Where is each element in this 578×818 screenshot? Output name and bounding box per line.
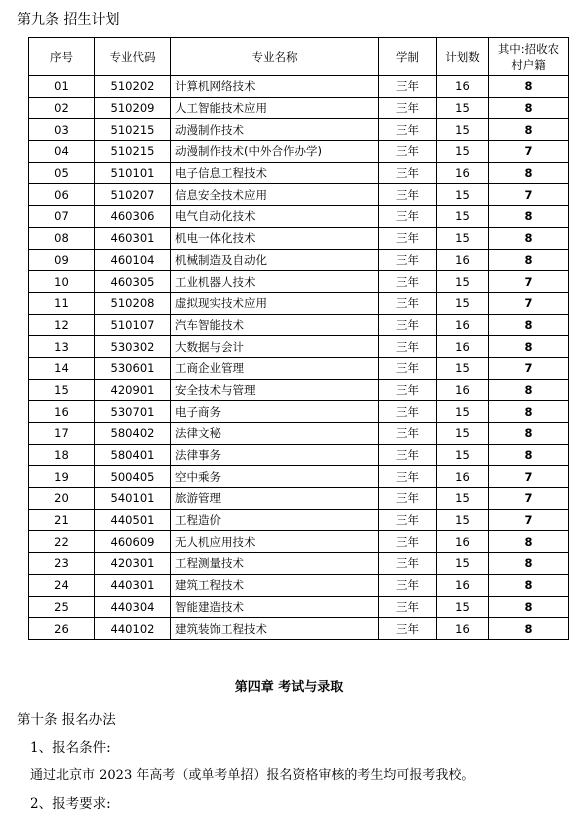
- table-row: [29, 357, 569, 379]
- cell-rural: 8: [489, 401, 569, 423]
- cell-code: 510215: [95, 141, 171, 163]
- cell-years: 三年: [379, 206, 437, 228]
- cell-plan: 16: [437, 314, 489, 336]
- cell-no: 07: [29, 206, 95, 228]
- cell-no: 10: [29, 271, 95, 293]
- cell-name: 法律事务: [171, 444, 379, 466]
- cell-plan: 15: [437, 444, 489, 466]
- table-row: [29, 488, 569, 510]
- table-row: [29, 444, 569, 466]
- cell-no: 06: [29, 184, 95, 206]
- cell-code: 440304: [95, 596, 171, 618]
- cell-years: 三年: [379, 97, 437, 119]
- cell-plan: 15: [437, 227, 489, 249]
- cell-code: 510208: [95, 292, 171, 314]
- cell-plan: 16: [437, 249, 489, 271]
- cell-code: 460305: [95, 271, 171, 293]
- cell-no: 04: [29, 141, 95, 163]
- cell-code: 510215: [95, 119, 171, 141]
- cell-name: 动漫制作技术(中外合作办学): [171, 141, 379, 163]
- table-row: [29, 336, 569, 358]
- cell-plan: 16: [437, 574, 489, 596]
- cell-code: 510202: [95, 76, 171, 98]
- table-row: [29, 509, 569, 531]
- cell-code: 530601: [95, 357, 171, 379]
- requirement-1-text: 通过北京市 2023 年高考（或单考单招）报名资格审核的考生均可报考我校。: [30, 768, 475, 783]
- table-row: [29, 97, 569, 119]
- cell-code: 440501: [95, 509, 171, 531]
- table-row: [29, 249, 569, 271]
- header-no: 序号: [29, 38, 95, 76]
- header-plan: 计划数: [437, 38, 489, 76]
- cell-years: 三年: [379, 336, 437, 358]
- cell-plan: 16: [437, 466, 489, 488]
- cell-no: 09: [29, 249, 95, 271]
- cell-rural: 7: [489, 184, 569, 206]
- cell-no: 05: [29, 162, 95, 184]
- cell-name: 信息安全技术应用: [171, 184, 379, 206]
- header-rural: [489, 38, 569, 76]
- table-row: [29, 206, 569, 228]
- table-row: [29, 162, 569, 184]
- cell-rural: 8: [489, 227, 569, 249]
- cell-code: 510207: [95, 184, 171, 206]
- cell-name: 电子信息工程技术: [171, 162, 379, 184]
- cell-code: 460306: [95, 206, 171, 228]
- cell-name: 工商企业管理: [171, 357, 379, 379]
- cell-plan: 15: [437, 184, 489, 206]
- table-row: [29, 401, 569, 423]
- table-row: [29, 76, 569, 98]
- cell-years: 三年: [379, 401, 437, 423]
- cell-rural: 8: [489, 596, 569, 618]
- cell-plan: 16: [437, 162, 489, 184]
- cell-name: 机电一体化技术: [171, 227, 379, 249]
- cell-rural: 8: [489, 574, 569, 596]
- table-row: [29, 423, 569, 445]
- cell-code: 580401: [95, 444, 171, 466]
- cell-rural: 8: [489, 444, 569, 466]
- cell-no: 16: [29, 401, 95, 423]
- cell-plan: 15: [437, 401, 489, 423]
- cell-rural: 7: [489, 357, 569, 379]
- cell-code: 540101: [95, 488, 171, 510]
- cell-code: 460104: [95, 249, 171, 271]
- cell-plan: 15: [437, 292, 489, 314]
- cell-rural: 8: [489, 119, 569, 141]
- cell-code: 420901: [95, 379, 171, 401]
- cell-code: 580402: [95, 423, 171, 445]
- cell-plan: 15: [437, 596, 489, 618]
- table-row: [29, 466, 569, 488]
- cell-no: 12: [29, 314, 95, 336]
- cell-plan: 15: [437, 509, 489, 531]
- cell-no: 14: [29, 357, 95, 379]
- cell-name: 空中乘务: [171, 466, 379, 488]
- cell-years: 三年: [379, 141, 437, 163]
- article-10-heading: 第十条 报名办法: [17, 712, 116, 728]
- cell-no: 13: [29, 336, 95, 358]
- cell-name: 工业机器人技术: [171, 271, 379, 293]
- cell-no: 18: [29, 444, 95, 466]
- cell-rural: 8: [489, 553, 569, 575]
- cell-rural: 8: [489, 531, 569, 553]
- cell-code: 420301: [95, 553, 171, 575]
- cell-name: 工程造价: [171, 509, 379, 531]
- cell-name: 工程测量技术: [171, 553, 379, 575]
- requirement-1-heading: 1、报名条件:: [30, 740, 111, 756]
- cell-plan: 15: [437, 119, 489, 141]
- table-row: [29, 314, 569, 336]
- header-rural-label: 其中:招收农村户籍: [497, 41, 560, 72]
- cell-name: 机械制造及自动化: [171, 249, 379, 271]
- cell-years: 三年: [379, 76, 437, 98]
- cell-years: 三年: [379, 488, 437, 510]
- enrollment-plan-table: [28, 37, 569, 640]
- cell-name: 计算机网络技术: [171, 76, 379, 98]
- cell-rural: 8: [489, 97, 569, 119]
- cell-name: 虚拟现实技术应用: [171, 292, 379, 314]
- cell-name: 大数据与会计: [171, 336, 379, 358]
- cell-plan: 15: [437, 357, 489, 379]
- cell-no: 17: [29, 423, 95, 445]
- cell-plan: 16: [437, 618, 489, 640]
- cell-rural: 8: [489, 379, 569, 401]
- cell-plan: 15: [437, 141, 489, 163]
- cell-name: 电气自动化技术: [171, 206, 379, 228]
- cell-rural: 7: [489, 466, 569, 488]
- cell-years: 三年: [379, 119, 437, 141]
- table-row: [29, 292, 569, 314]
- cell-plan: 16: [437, 336, 489, 358]
- cell-rural: 8: [489, 206, 569, 228]
- cell-years: 三年: [379, 596, 437, 618]
- cell-name: 建筑工程技术: [171, 574, 379, 596]
- cell-rural: 8: [489, 336, 569, 358]
- cell-rural: 7: [489, 509, 569, 531]
- table-row: [29, 141, 569, 163]
- cell-rural: 7: [489, 488, 569, 510]
- cell-plan: 16: [437, 76, 489, 98]
- cell-code: 440301: [95, 574, 171, 596]
- cell-code: 510101: [95, 162, 171, 184]
- cell-years: 三年: [379, 227, 437, 249]
- cell-years: 三年: [379, 553, 437, 575]
- cell-plan: 15: [437, 271, 489, 293]
- cell-code: 460301: [95, 227, 171, 249]
- cell-name: 旅游管理: [171, 488, 379, 510]
- cell-name: 电子商务: [171, 401, 379, 423]
- cell-plan: 15: [437, 206, 489, 228]
- cell-plan: 15: [437, 423, 489, 445]
- article-9-heading: 第九条 招生计划: [17, 12, 120, 28]
- cell-plan: 15: [437, 488, 489, 510]
- table-row: [29, 227, 569, 249]
- header-years: 学制: [379, 38, 437, 76]
- cell-years: 三年: [379, 357, 437, 379]
- cell-name: 安全技术与管理: [171, 379, 379, 401]
- cell-years: 三年: [379, 531, 437, 553]
- cell-years: 三年: [379, 271, 437, 293]
- cell-rural: 8: [489, 162, 569, 184]
- cell-years: 三年: [379, 509, 437, 531]
- cell-code: 500405: [95, 466, 171, 488]
- table-row: [29, 184, 569, 206]
- cell-rural: 7: [489, 271, 569, 293]
- cell-rural: 8: [489, 423, 569, 445]
- cell-code: 530701: [95, 401, 171, 423]
- cell-rural: 8: [489, 76, 569, 98]
- cell-no: 24: [29, 574, 95, 596]
- cell-name: 汽车智能技术: [171, 314, 379, 336]
- table-row: [29, 553, 569, 575]
- cell-years: 三年: [379, 314, 437, 336]
- cell-no: 01: [29, 76, 95, 98]
- cell-name: 动漫制作技术: [171, 119, 379, 141]
- cell-no: 19: [29, 466, 95, 488]
- cell-no: 21: [29, 509, 95, 531]
- cell-code: 440102: [95, 618, 171, 640]
- cell-plan: 16: [437, 531, 489, 553]
- cell-years: 三年: [379, 292, 437, 314]
- cell-rural: 7: [489, 292, 569, 314]
- cell-years: 三年: [379, 162, 437, 184]
- cell-no: 20: [29, 488, 95, 510]
- table-row: [29, 531, 569, 553]
- cell-years: 三年: [379, 444, 437, 466]
- table-row: [29, 271, 569, 293]
- cell-no: 15: [29, 379, 95, 401]
- requirement-2-heading: 2、报考要求:: [30, 796, 111, 812]
- cell-years: 三年: [379, 574, 437, 596]
- cell-plan: 15: [437, 97, 489, 119]
- cell-no: 26: [29, 618, 95, 640]
- cell-rural: 8: [489, 314, 569, 336]
- cell-no: 25: [29, 596, 95, 618]
- cell-no: 02: [29, 97, 95, 119]
- table-row: [29, 596, 569, 618]
- cell-code: 510107: [95, 314, 171, 336]
- cell-no: 03: [29, 119, 95, 141]
- cell-name: 建筑装饰工程技术: [171, 618, 379, 640]
- cell-years: 三年: [379, 379, 437, 401]
- cell-no: 23: [29, 553, 95, 575]
- cell-name: 人工智能技术应用: [171, 97, 379, 119]
- cell-years: 三年: [379, 249, 437, 271]
- cell-name: 法律文秘: [171, 423, 379, 445]
- cell-years: 三年: [379, 618, 437, 640]
- table-row: [29, 618, 569, 640]
- table-row: [29, 119, 569, 141]
- cell-no: 22: [29, 531, 95, 553]
- chapter-4-heading: 第四章 考试与录取: [234, 680, 344, 695]
- table-row: [29, 574, 569, 596]
- cell-plan: 15: [437, 553, 489, 575]
- cell-name: 智能建造技术: [171, 596, 379, 618]
- cell-no: 08: [29, 227, 95, 249]
- cell-years: 三年: [379, 423, 437, 445]
- cell-code: 510209: [95, 97, 171, 119]
- cell-years: 三年: [379, 184, 437, 206]
- table-header-row: [29, 38, 569, 76]
- cell-code: 460609: [95, 531, 171, 553]
- table-row: [29, 379, 569, 401]
- cell-plan: 16: [437, 379, 489, 401]
- cell-rural: 8: [489, 249, 569, 271]
- cell-no: 11: [29, 292, 95, 314]
- header-code: 专业代码: [95, 38, 171, 76]
- cell-rural: 8: [489, 618, 569, 640]
- cell-code: 530302: [95, 336, 171, 358]
- cell-years: 三年: [379, 466, 437, 488]
- cell-name: 无人机应用技术: [171, 531, 379, 553]
- cell-rural: 7: [489, 141, 569, 163]
- header-name: 专业名称: [171, 38, 379, 76]
